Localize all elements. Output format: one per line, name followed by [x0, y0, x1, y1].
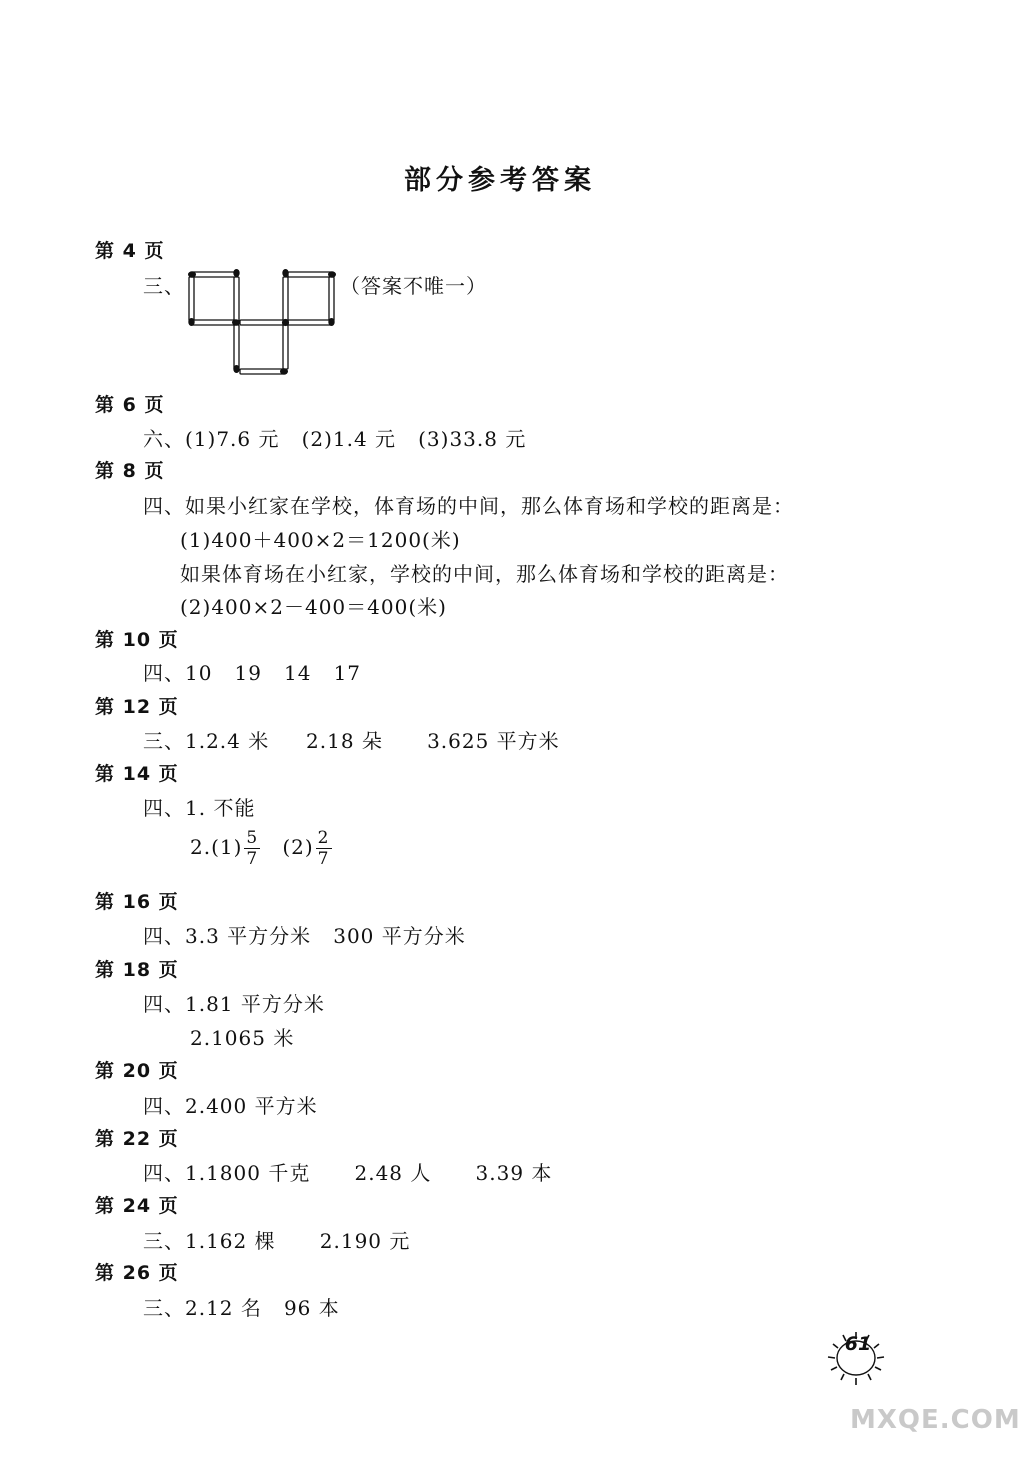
- fraction-denominator: 7: [317, 849, 330, 869]
- matchstick: [288, 320, 332, 325]
- answer-line: 六、(1)7.6 元 (2)1.4 元 (3)33.8 元: [143, 427, 527, 451]
- answer-line: 2.1065 米: [190, 1026, 295, 1050]
- section-header-p16: 第 16 页: [95, 891, 179, 913]
- section-header-p8: 第 8 页: [95, 460, 165, 482]
- matchstick: [192, 272, 236, 277]
- matchstick: [234, 325, 239, 369]
- fraction-prefix: (2): [282, 835, 314, 859]
- section-header-p14: 第 14 页: [95, 763, 179, 785]
- matchstick: [283, 277, 288, 321]
- matchstick: [240, 320, 284, 325]
- match-head: [233, 365, 239, 373]
- answer-note: （答案不唯一）: [340, 274, 487, 298]
- answer-line: 四、如果小红家在学校，体育场的中间，那么体育场和学校的距离是：: [143, 494, 794, 518]
- page-number: 61: [844, 1333, 872, 1355]
- match-head: [280, 368, 288, 374]
- fraction-numerator: 2: [317, 828, 330, 848]
- answer-line: 三、2.12 名 96 本: [143, 1296, 340, 1320]
- answer-line-fractions: [190, 828, 332, 869]
- answer-line: 四、1.1800 千克 2.48 人 3.39 本: [143, 1161, 553, 1185]
- section-header-p10: 第 10 页: [95, 629, 179, 651]
- match-head: [328, 271, 336, 277]
- answer-line: 四、3.3 平方分米 300 平方分米: [143, 924, 466, 948]
- fraction-numerator: 5: [246, 828, 259, 848]
- answer-line: (1)400＋400×2＝1200(米): [180, 528, 461, 552]
- fraction-prefix: 2.(1): [190, 835, 243, 859]
- match-head: [328, 318, 334, 326]
- matchstick: [329, 277, 334, 321]
- answer-line: 如果体育场在小红家，学校的中间，那么体育场和学校的距离是：: [180, 562, 789, 586]
- match-head: [282, 319, 289, 326]
- answer-line: (2)400×2－400＝400(米): [180, 595, 447, 619]
- match-head: [233, 269, 239, 277]
- matchstick: [288, 272, 332, 277]
- section-header-p26: 第 26 页: [95, 1262, 179, 1284]
- matchstick: [234, 277, 239, 321]
- matchstick: [240, 369, 284, 374]
- answer-line: 四、1. 不能: [143, 796, 256, 820]
- answer-line: 四、2.400 平方米: [143, 1094, 318, 1118]
- fraction-denominator: 7: [246, 849, 259, 869]
- section-header-p4: 第 4 页: [95, 240, 165, 262]
- section-header-p12: 第 12 页: [95, 696, 179, 718]
- page-title: 部分参考答案: [404, 165, 596, 196]
- fraction: [244, 828, 260, 869]
- answer-line: 四、1.81 平方分米: [143, 992, 325, 1016]
- section-header-p20: 第 20 页: [95, 1060, 179, 1082]
- answer-line: 四、10 19 14 17: [143, 661, 362, 685]
- match-head: [188, 318, 194, 326]
- answer-line: 三、1.162 棵 2.190 元: [143, 1229, 411, 1253]
- section-header-p18: 第 18 页: [95, 959, 179, 981]
- watermark: MXQE.COM: [850, 1405, 1021, 1435]
- section-header-p22: 第 22 页: [95, 1128, 179, 1150]
- section-header-p24: 第 24 页: [95, 1195, 179, 1217]
- answer-line: 三、1.2.4 米 2.18 朵 3.625 平方米: [143, 729, 560, 753]
- match-head: [232, 319, 240, 325]
- fraction: [316, 828, 332, 869]
- answer-label: 三、: [143, 274, 185, 298]
- matchstick: [189, 277, 194, 321]
- matchstick: [283, 325, 288, 369]
- matchstick-figure: [180, 265, 350, 383]
- match-head: [188, 271, 196, 277]
- matchstick: [192, 320, 236, 325]
- match-head: [282, 269, 288, 277]
- section-header-p6: 第 6 页: [95, 394, 165, 416]
